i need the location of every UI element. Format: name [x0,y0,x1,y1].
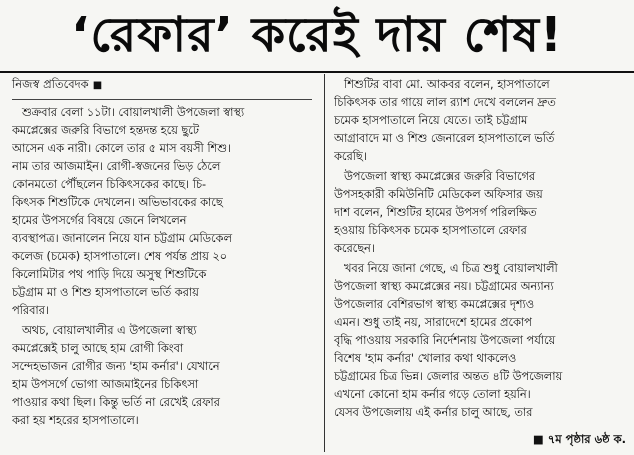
byline [12,76,312,100]
text-line: এখনো কোনো হাম কর্নার গড়ে তোলা হয়নি। [334,388,531,401]
text-line: হামের উপসর্গের বিষয়ে জেনে লিখলেন [12,214,187,227]
text-line: বিশেষ 'হাম কর্নার' খোলার কথা থাকলেও [334,352,517,365]
text-line: চিকিৎসক তার গায়ে লাল র‍্যাশ দেখে বললেন দ্রুত [334,96,556,109]
byline-text: নিজস্ব প্রতিবেদক [12,77,89,91]
continuation-note: ■ ৭ম পৃষ্ঠার ৬ষ্ঠ ক. [532,432,626,446]
text-line: হওয়ায় চিকিৎসক চমেক হাসপাতালে রেফার [334,224,527,237]
text-line: কমপ্লেক্সেই চালু আছে হাম রোগী কিংবা [12,342,184,355]
column-divider [324,74,325,452]
text-line: করা হয় শহরের হাসপাতালে। [12,414,139,427]
text-line: দাশ বলেন, শিশুটির হামের উপসর্গ পরিলক্ষিত [334,206,537,219]
text-line: করেছেন। [334,242,375,255]
paragraph [12,104,312,320]
text-line: আগ্রাবাদে মা ও শিশু জেনারেল হাসপাতালে ভর্তি [334,132,555,145]
text-line: আসেন এক নারী। কোলে তার ৫ মাস বয়সী শিশু। [12,142,231,155]
text-line: করেছি। [334,150,367,163]
text-line: যেসব উপজেলায় এই কর্নার চালু আছে, তার [334,406,533,419]
text-line: শিশুটির বাবা মো. আকবর বলেন, হাসপাতালে [344,78,550,91]
text-line: কিলোমিটার পথ পাড়ি দিয়ে অসুস্থ শিশুটিকে [12,268,207,281]
text-line: কোনমতো পৌঁছলেন চিকিৎসকের কাছে। চি- [12,178,207,191]
text-line: কলেজ (চমেক) হাসপাতালে। শেষ পর্যন্ত প্রায় ২০ [12,250,228,263]
text-line: উপসহকারী কমিউনিটি মেডিকেল অফিসার জয় [334,188,543,201]
left-column [12,76,312,432]
text-line: চট্টগ্রাম মা ও শিশু হাসপাতালে ভর্তি করায় [12,286,199,299]
right-body [334,76,626,422]
text-line: পাওয়ার কথা ছিল। কিন্তু ভর্তি না রেখেই রেফার [12,396,220,409]
right-column [334,76,626,424]
text-line: বৃদ্ধি পাওয়ায় সরকারি নির্দেশনায় উপজেলা পর্যায়ে [334,334,556,347]
text-line: শুক্রবার বেলা ১১টা। বোয়ালখালী উপজেলা স্বাস্থ্য [22,106,245,119]
text-line: সন্দেহভাজন রোগীর জন্য 'হাম কর্নার'। যেখানে [12,360,220,373]
text-line: এমন। শুধু তাই নয়, সারাদেশে হামের প্রকোপ [334,316,532,329]
paragraph [12,322,312,430]
headline-rule [0,71,634,73]
text-line: হাম উপসর্গে ভোগা আজমাইনের চিকিৎসা [12,378,199,391]
text-line: উপজেলার বেশিরভাগ স্বাস্থ্য কমপ্লেক্সের দৃশ্যও [334,298,535,311]
text-line: অথচ, বোয়ালখালীর এ উপজেলা স্বাস্থ্য [22,324,197,337]
text-line: খবর নিয়ে জানা গেছে, এ চিত্র শুধু বোয়ালখালী [344,262,558,275]
text-line: নাম তার আজমাইন। রোগী-স্বজনের ভিড় ঠেলে [12,160,221,173]
text-line: উপজেলা স্বাস্থ্য কমপ্লেক্সের নয়। চট্টগ্রামের অন্যান্য [334,280,554,293]
text-line: পরিবার। [12,304,49,317]
text-line: কিৎসক শিশুটিকে দেখলেন। অভিভাবকের কাছে [12,196,223,209]
paragraph [334,260,626,422]
text-line: চট্টগ্রামের চিত্র ভিন্ন। জেলার অন্তত ৪টি উপজেলায় [334,370,563,383]
text-line: কমপ্লেক্সের জরুরি বিভাগে হন্তদন্ত হয়ে ছুটে [12,124,199,137]
paragraph [334,76,626,166]
byline-mark: ■ [92,80,103,91]
text-line: চমেক হাসপাতালে নিয়ে যেতে। তাই চট্টগ্রাম [334,114,528,127]
text-line: উপজেলা স্বাস্থ্য কমপ্লেক্সের জরুরি বিভাগের [344,170,536,183]
left-body [12,104,312,430]
text-line: ব্যবস্থাপত্র। জানালেন নিয়ে যান চট্টগ্রাম মেডিকেল [12,232,232,245]
paragraph [334,168,626,258]
headline: ‘রেফার’ করেই দায় শেষ! [71,7,563,63]
